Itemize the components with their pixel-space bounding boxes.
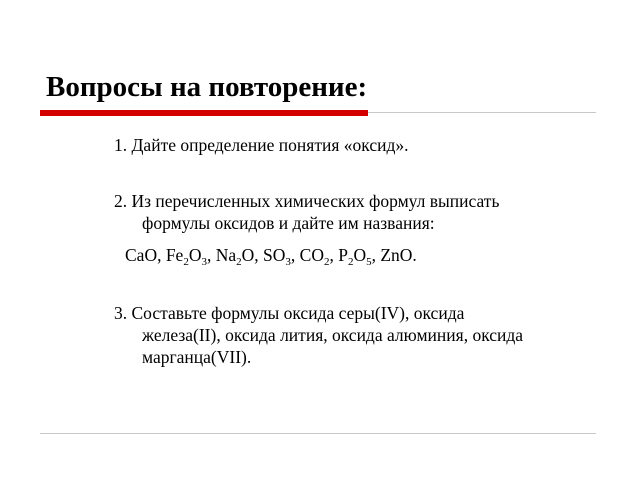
slide-title: Вопросы на повторение: bbox=[46, 71, 368, 103]
question-2-line-2: формулы оксидов и дайте им названия: bbox=[142, 213, 435, 233]
footer-divider bbox=[40, 433, 596, 434]
question-3-line-2: железа(II), оксида лития, оксида алюминия, оксида bbox=[142, 325, 524, 345]
question-3-line-3: марганца(VII). bbox=[142, 347, 252, 367]
formula-fe2o3: $Fe_2O_3$ bbox=[165, 245, 207, 268]
formula-separator: , bbox=[157, 245, 166, 265]
formula-list bbox=[125, 244, 417, 266]
formula-separator: , bbox=[206, 245, 216, 265]
formula-co2: $CO_2$ bbox=[299, 245, 330, 268]
title-underline-accent bbox=[40, 110, 368, 116]
formula-p2o5: $P_2O_5$ bbox=[338, 245, 372, 268]
formula-separator: , bbox=[329, 245, 339, 265]
formula-na2o: $Na_2O$ bbox=[215, 245, 255, 268]
question-1: 1. Дайте определение понятия «оксид». bbox=[114, 135, 409, 155]
formula-cao: CaO bbox=[125, 245, 158, 265]
formula-separator: . bbox=[412, 245, 417, 265]
question-3-line-1: 3. Составьте формулы оксида серы(IV), оксида bbox=[114, 303, 465, 323]
formula-so3: $SO_3$ bbox=[263, 245, 291, 268]
formula-separator: , bbox=[371, 245, 381, 265]
question-2-line-1: 2. Из перечисленных химических формул выписать bbox=[114, 191, 500, 211]
title-underline-thin bbox=[368, 112, 596, 113]
formula-separator: , bbox=[290, 245, 300, 265]
formula-separator: , bbox=[254, 245, 264, 265]
formula-zno: ZnO bbox=[380, 245, 413, 265]
